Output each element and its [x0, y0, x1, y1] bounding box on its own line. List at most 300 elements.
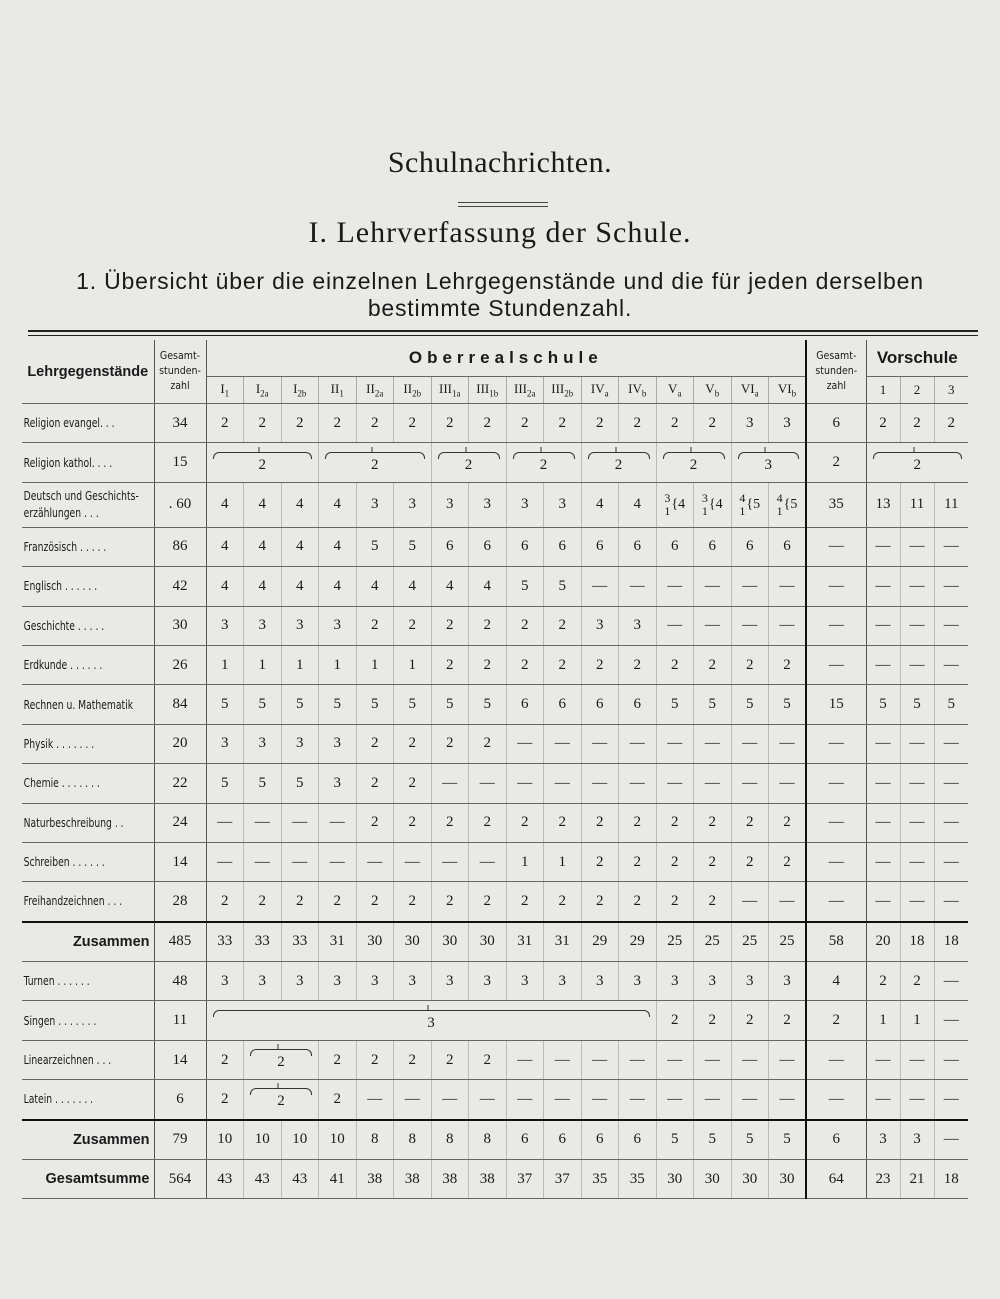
class-value: —	[769, 1040, 807, 1079]
class-value: 33	[244, 922, 282, 962]
class-value: —	[281, 803, 319, 842]
class-value: 37	[544, 1160, 582, 1199]
class-value: 3	[619, 962, 657, 1001]
sum-row	[22, 1120, 968, 1160]
subject-name: Englisch . . . . . .	[23, 578, 98, 594]
class-header-Vb: $V_b$	[694, 377, 732, 404]
vorschule-value: 5	[934, 685, 968, 724]
vorschule-value: —	[900, 567, 934, 606]
class-value: 1	[319, 645, 357, 684]
subject-name: Linearzeichnen . . .	[23, 1052, 112, 1068]
vorschule-total: —	[806, 803, 866, 842]
subject-row	[22, 803, 968, 842]
class-value: —	[694, 1080, 732, 1120]
class-value: 3	[544, 482, 582, 527]
class-value: 2	[544, 404, 582, 443]
class-value: 6	[506, 685, 544, 724]
class-header-I1: $I_1$	[206, 377, 244, 404]
class-value: 2	[394, 764, 432, 803]
class-value: 2	[581, 645, 619, 684]
class-header-II1: $II_1$	[319, 377, 357, 404]
class-value: 2	[619, 803, 657, 842]
subject-name: Turnen . . . . . .	[23, 973, 90, 989]
class-value: —	[506, 1080, 544, 1120]
vorschule-value: 3	[866, 1120, 900, 1160]
vorschule-value: —	[900, 1040, 934, 1079]
row-total: 14	[154, 842, 206, 881]
vorschule-class-2: 2	[900, 377, 934, 404]
class-value: —	[431, 842, 469, 881]
class-value: 2	[769, 842, 807, 881]
class-value: 2	[394, 803, 432, 842]
class-value: 2	[619, 645, 657, 684]
vorschule-value: —	[934, 1001, 968, 1040]
class-value: 2	[656, 645, 694, 684]
vorschule-total: 2	[806, 1001, 866, 1040]
subject-label: Zusammen	[22, 922, 154, 962]
row-total: 34	[154, 404, 206, 443]
class-value: 3	[431, 962, 469, 1001]
subject-name: Französisch . . . . .	[23, 538, 107, 554]
vorschule-total: —	[806, 1040, 866, 1079]
class-header-II2a: $II_{2a}$	[356, 377, 394, 404]
subject-label: Zusammen	[22, 1120, 154, 1160]
vorschule-total: —	[806, 527, 866, 566]
class-value: 2	[356, 606, 394, 645]
class-value: 35	[619, 1160, 657, 1199]
class-value: 38	[469, 1160, 507, 1199]
class-value: 6	[581, 685, 619, 724]
class-value: 3	[731, 962, 769, 1001]
class-value: 2	[356, 764, 394, 803]
class-value: 2	[694, 842, 732, 881]
class-value: 4	[281, 482, 319, 527]
class-value: —	[769, 764, 807, 803]
vorschule-total-hours-header: Gesamt- stunden- zahl	[806, 340, 866, 404]
vorschule-value: —	[934, 1040, 968, 1079]
vorschule-value: 11	[900, 482, 934, 527]
spanned-value: 2	[506, 443, 581, 482]
class-value: 2	[431, 1040, 469, 1079]
class-value: 2	[319, 1040, 357, 1079]
class-value: 5	[769, 685, 807, 724]
class-value: 4	[431, 567, 469, 606]
subject-label	[22, 962, 154, 1001]
class-value: 1	[394, 645, 432, 684]
vorschule-value: 20	[866, 922, 900, 962]
vorschule-total: —	[806, 645, 866, 684]
subject-name: Physik . . . . . . .	[23, 735, 95, 751]
class-value: 4 1{5	[731, 482, 769, 527]
vorschule-value: —	[900, 724, 934, 763]
class-value: 5	[731, 685, 769, 724]
class-value: 3	[319, 962, 357, 1001]
class-value: 6	[731, 527, 769, 566]
subject-name: Freihandzeichnen . . .	[23, 893, 123, 909]
class-value: 29	[619, 922, 657, 962]
class-header-I2b: $I_{2b}$	[281, 377, 319, 404]
class-value: 8	[469, 1120, 507, 1160]
spanned-value: 2	[581, 443, 656, 482]
class-value: 5	[206, 764, 244, 803]
class-value: 2	[319, 404, 357, 443]
class-value: 2	[206, 1080, 244, 1120]
vorschule-value: —	[900, 842, 934, 881]
class-value: 38	[356, 1160, 394, 1199]
class-header-VIb: $VI_b$	[769, 377, 807, 404]
spanned-value: 2	[431, 443, 506, 482]
subject-row	[22, 567, 968, 606]
subject-label	[22, 724, 154, 763]
vorschule-value: —	[934, 882, 968, 922]
class-value: 1	[356, 645, 394, 684]
subject-label	[22, 482, 154, 527]
class-value: 2	[581, 404, 619, 443]
vorschule-value: 18	[934, 1160, 968, 1199]
class-value: 6	[469, 527, 507, 566]
class-value: —	[581, 1080, 619, 1120]
class-value: 4	[206, 567, 244, 606]
class-value: 3	[431, 482, 469, 527]
class-value: —	[319, 842, 357, 881]
vorschule-value: —	[866, 645, 900, 684]
class-value: 3	[281, 606, 319, 645]
subject-label	[22, 606, 154, 645]
class-value: —	[656, 606, 694, 645]
class-header-Va: $V_a$	[656, 377, 694, 404]
class-value: 3	[394, 962, 432, 1001]
vorschule-value: —	[900, 803, 934, 842]
class-value: 3	[244, 606, 282, 645]
vorschule-value: —	[866, 803, 900, 842]
class-value: 2	[431, 606, 469, 645]
vorschule-total: 35	[806, 482, 866, 527]
class-header-IVb: $IV_b$	[619, 377, 657, 404]
class-value: —	[244, 842, 282, 881]
subject-label	[22, 645, 154, 684]
class-header-IVa: $IV_a$	[581, 377, 619, 404]
class-value: —	[619, 1040, 657, 1079]
vorschule-total: 64	[806, 1160, 866, 1199]
class-value: 3 1{4	[656, 482, 694, 527]
class-value: —	[694, 1040, 732, 1079]
class-value: —	[394, 842, 432, 881]
class-value: —	[731, 882, 769, 922]
class-value: —	[731, 724, 769, 763]
class-value: 2	[694, 645, 732, 684]
class-value: —	[206, 803, 244, 842]
class-value: 3	[731, 404, 769, 443]
subject-row	[22, 1040, 968, 1079]
subject-label	[22, 567, 154, 606]
vorschule-value: 2	[866, 404, 900, 443]
class-value: 1	[544, 842, 582, 881]
class-value: 4	[206, 527, 244, 566]
vorschule-value: —	[900, 645, 934, 684]
class-value: 2	[619, 842, 657, 881]
class-value: 30	[769, 1160, 807, 1199]
vorschule-value: 1	[866, 1001, 900, 1040]
class-value: 4	[206, 482, 244, 527]
vorschule-total: —	[806, 1080, 866, 1120]
class-value: 30	[394, 922, 432, 962]
vorschule-value: 21	[900, 1160, 934, 1199]
class-value: 3	[656, 962, 694, 1001]
vorschule-value: 2	[934, 404, 968, 443]
class-header-III2b: $III_{2b}$	[544, 377, 582, 404]
class-value: —	[544, 764, 582, 803]
class-value: 2	[656, 842, 694, 881]
vorschule-header: Vorschule	[866, 340, 968, 377]
vorschule-value: 23	[866, 1160, 900, 1199]
class-value: —	[656, 1040, 694, 1079]
class-value: 4	[244, 527, 282, 566]
subject-name: Deutsch und Geschichts- erzählungen . . .	[23, 488, 139, 521]
class-value: 3	[506, 482, 544, 527]
vorschule-value: —	[866, 1040, 900, 1079]
vorschule-total: 15	[806, 685, 866, 724]
class-value: —	[656, 567, 694, 606]
class-value: —	[506, 764, 544, 803]
class-value: 2	[656, 882, 694, 922]
class-value: 5	[244, 685, 282, 724]
total-hours-header: Gesamt- stunden- zahl	[154, 340, 206, 404]
class-value: 2	[431, 724, 469, 763]
class-value: 2	[356, 724, 394, 763]
class-value: 5	[281, 685, 319, 724]
vorschule-value: —	[934, 1120, 968, 1160]
class-value: 5	[731, 1120, 769, 1160]
vorschule-value: —	[900, 1080, 934, 1120]
class-value: 3	[506, 962, 544, 1001]
class-value: 5	[244, 764, 282, 803]
spanned-value: 2	[244, 1040, 319, 1079]
class-value: 1	[206, 645, 244, 684]
class-value: 25	[731, 922, 769, 962]
vorschule-class-3: 3	[934, 377, 968, 404]
class-value: 10	[244, 1120, 282, 1160]
vorschule-value: —	[934, 962, 968, 1001]
vorschule-value: 2	[900, 404, 934, 443]
class-value: 2	[394, 404, 432, 443]
class-value: 5	[394, 527, 432, 566]
class-value: —	[581, 724, 619, 763]
class-value: —	[769, 606, 807, 645]
vorschule-value: 13	[866, 482, 900, 527]
class-value: 5	[469, 685, 507, 724]
class-value: 2	[394, 606, 432, 645]
class-value: 31	[544, 922, 582, 962]
class-value: 2	[431, 882, 469, 922]
class-header-III1b: $III_{1b}$	[469, 377, 507, 404]
subsection-title: 1. Übersicht über die einzelnen Lehrgegenstände und die für jeden derselben bestimmte Stundenzahl.	[76, 268, 924, 321]
vorschule-total: 6	[806, 1120, 866, 1160]
vorschule-value: —	[934, 527, 968, 566]
class-value: 3	[694, 962, 732, 1001]
class-value: 38	[394, 1160, 432, 1199]
class-value: 2	[544, 645, 582, 684]
vorschule-value: —	[866, 606, 900, 645]
title-rule	[458, 202, 548, 207]
class-value: —	[619, 1080, 657, 1120]
class-value: 5	[694, 1120, 732, 1160]
spanned-value: 3	[206, 1001, 656, 1040]
class-value: —	[731, 1040, 769, 1079]
class-value: 30	[656, 1160, 694, 1199]
class-value: 5	[506, 567, 544, 606]
class-value: 5	[431, 685, 469, 724]
class-value: 2	[544, 882, 582, 922]
vorschule-value: —	[900, 606, 934, 645]
class-value: 2	[244, 882, 282, 922]
class-value: 2	[469, 724, 507, 763]
vorschule-value: 2	[900, 962, 934, 1001]
class-value: 2	[694, 404, 732, 443]
class-value: 2	[469, 1040, 507, 1079]
class-value: —	[619, 724, 657, 763]
class-value: 6	[544, 685, 582, 724]
class-value: 2	[356, 803, 394, 842]
subject-name: Rechnen u. Mathematik	[23, 696, 134, 712]
class-value: —	[694, 606, 732, 645]
class-value: 1	[506, 842, 544, 881]
class-value: 6	[694, 527, 732, 566]
vorschule-value: —	[866, 1080, 900, 1120]
class-value: 5	[656, 685, 694, 724]
class-value: 3	[394, 482, 432, 527]
class-value: 6	[769, 527, 807, 566]
class-value: 2	[694, 1001, 732, 1040]
subject-label	[22, 1080, 154, 1120]
subject-row	[22, 764, 968, 803]
sum-row	[22, 922, 968, 962]
class-value: 4	[281, 567, 319, 606]
class-value: 2	[394, 882, 432, 922]
class-value: 3	[619, 606, 657, 645]
class-value: 2	[581, 842, 619, 881]
vorschule-value: —	[934, 1080, 968, 1120]
vorschule-total: 4	[806, 962, 866, 1001]
vorschule-value: 18	[934, 922, 968, 962]
class-value: —	[356, 1080, 394, 1120]
row-total: 20	[154, 724, 206, 763]
class-value: 5	[394, 685, 432, 724]
class-value: 3	[206, 724, 244, 763]
class-value: 6	[619, 1120, 657, 1160]
subject-row	[22, 482, 968, 527]
vorschule-value: —	[866, 527, 900, 566]
class-value: 2	[581, 882, 619, 922]
class-value: 5	[206, 685, 244, 724]
subject-row	[22, 882, 968, 922]
class-value: 2	[694, 882, 732, 922]
subject-row	[22, 404, 968, 443]
class-value: 5	[694, 685, 732, 724]
class-value: 43	[244, 1160, 282, 1199]
class-value: 30	[731, 1160, 769, 1199]
class-value: —	[356, 842, 394, 881]
class-value: —	[206, 842, 244, 881]
vorschule-class-1: 1	[866, 377, 900, 404]
vorschule-total: —	[806, 764, 866, 803]
subject-label	[22, 882, 154, 922]
subject-row	[22, 1001, 968, 1040]
class-value: 2	[469, 606, 507, 645]
class-value: 2	[656, 404, 694, 443]
subject-label	[22, 685, 154, 724]
class-value: 6	[506, 1120, 544, 1160]
class-value: 2	[506, 882, 544, 922]
class-value: 29	[581, 922, 619, 962]
class-header-II2b: $II_{2b}$	[394, 377, 432, 404]
class-header-III1a: $III_{1a}$	[431, 377, 469, 404]
subject-row	[22, 842, 968, 881]
subject-row	[22, 606, 968, 645]
row-total: 28	[154, 882, 206, 922]
class-value: 2	[431, 404, 469, 443]
row-total: 86	[154, 527, 206, 566]
class-value: 2	[619, 404, 657, 443]
vorschule-value: —	[934, 764, 968, 803]
class-value: —	[581, 567, 619, 606]
class-value: 2	[206, 404, 244, 443]
vorschule-value: —	[934, 645, 968, 684]
class-value: —	[656, 724, 694, 763]
class-value: 2	[206, 1040, 244, 1079]
class-value: 4 1{5	[769, 482, 807, 527]
class-value: 2	[469, 803, 507, 842]
section-title: I. Lehrverfassung der Schule.	[308, 216, 692, 249]
class-value: 3	[544, 962, 582, 1001]
class-value: 3	[769, 404, 807, 443]
class-value: 6	[506, 527, 544, 566]
subject-label	[22, 842, 154, 881]
class-value: 1	[244, 645, 282, 684]
vorschule-value: —	[934, 842, 968, 881]
row-total: . 60	[154, 482, 206, 527]
vorschule-total: —	[806, 724, 866, 763]
class-value: 3	[206, 606, 244, 645]
subject-row	[22, 724, 968, 763]
class-value: 2	[769, 803, 807, 842]
vorschule-value: —	[900, 764, 934, 803]
spanned-value: 2	[244, 1080, 319, 1120]
vorschule-total: —	[806, 567, 866, 606]
row-total: 6	[154, 1080, 206, 1120]
row-total: 22	[154, 764, 206, 803]
class-value: 2	[356, 404, 394, 443]
class-value: 25	[769, 922, 807, 962]
class-value: 4	[281, 527, 319, 566]
subject-row	[22, 685, 968, 724]
class-value: 2	[694, 803, 732, 842]
row-total: 30	[154, 606, 206, 645]
class-value: 2	[469, 404, 507, 443]
class-header-I2a: $I_{2a}$	[244, 377, 282, 404]
grand-total-row	[22, 1160, 968, 1199]
class-value: 6	[581, 527, 619, 566]
class-value: 25	[694, 922, 732, 962]
class-value: —	[769, 567, 807, 606]
class-value: —	[506, 724, 544, 763]
class-value: 3	[769, 962, 807, 1001]
row-total: 42	[154, 567, 206, 606]
class-value: 1	[281, 645, 319, 684]
row-total: 84	[154, 685, 206, 724]
class-value: 2	[731, 1001, 769, 1040]
class-value: 30	[356, 922, 394, 962]
vorschule-total: —	[806, 842, 866, 881]
